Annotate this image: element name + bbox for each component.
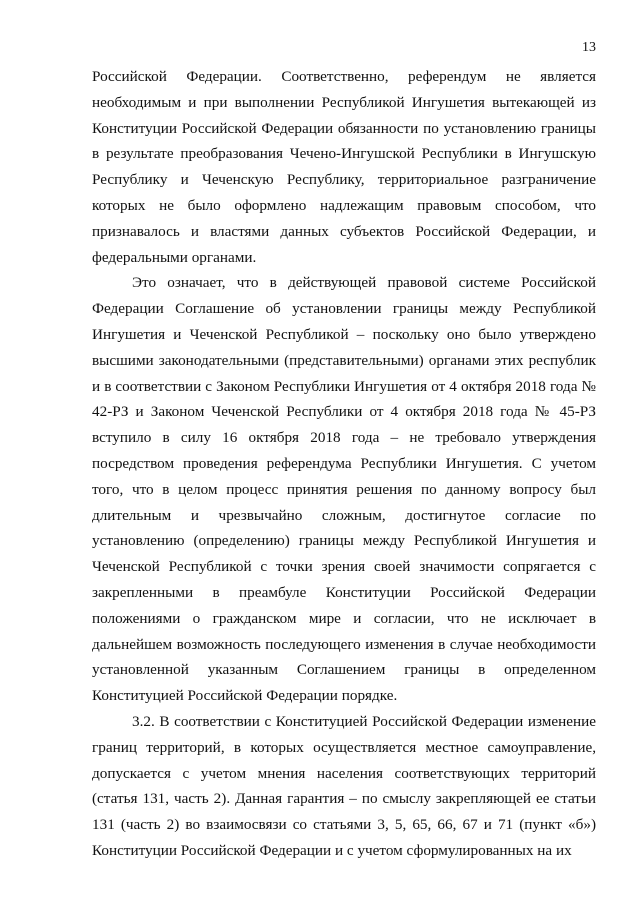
paragraph-agreement-meaning: Это означает, что в действующей правовой системе Российской Федерации Соглашение об установлении границы между Республикой Ингушетия и Чеченской Республикой – поскольку оно было утверждено высшими законодательными (представительными) органами этих республик и в соответствии с Законом Республики Ингушетия от 4 октября 2018 года № 42-РЗ и Законом Чеченской Республики от 4 октября 2018 года № 45-РЗ вступило в силу 16 октября 2018 года – не требовало утверждения посредством проведения референдума Республики Ингушетия. С учетом того, что в целом процесс принятия решения по данному вопросу был длительным и чрезвычайно сложным, достигнутое согласие по установлению (определению) границы между Республикой Ингушетия и Чеченской Республикой с точки зрения своей значимости сопрягается с закрепленными в преамбуле Конституции Российской Федерации положениями о гражданском мире и согласии, что не исключает в дальнейшем возможность последующего изменения в случае необходимости установленной указанным Соглашением границы в определенном Конституцией Российской Федерации порядке.	[92, 274, 596, 705]
page-number: 13	[582, 40, 596, 55]
paragraph-continuation: Российской Федерации. Соответственно, референдум не является необходимым и при выполнении Республикой Ингушетия вытекающей из Конституции Российской Федерации обязанности по установлению границы в результате преобразования Чечено-Ингушской Республики в Ингушскую Республику и Чеченскую Республику, территориальное разграничение которых не было оформлено надлежащим правовым способом, что признавалось и властями данных субъектов Российской Федерации, и федеральными органами.	[92, 68, 596, 266]
paragraph-section-3-2: 3.2. В соответствии с Конституцией Российской Федерации изменение границ территорий, в которых осуществляется местное самоуправление, допускается с учетом мнения населения соответствующих территорий (статья 131, часть 2). Данная гарантия – по смыслу закрепляющей ее статьи 131 (часть 2) во взаимосвязи со статьями 3, 5, 65, 66, 67 и 71 (пункт «б») Конституции Российской Федерации и с учетом сформулированных на их	[92, 712, 596, 859]
document-body	[92, 64, 596, 864]
